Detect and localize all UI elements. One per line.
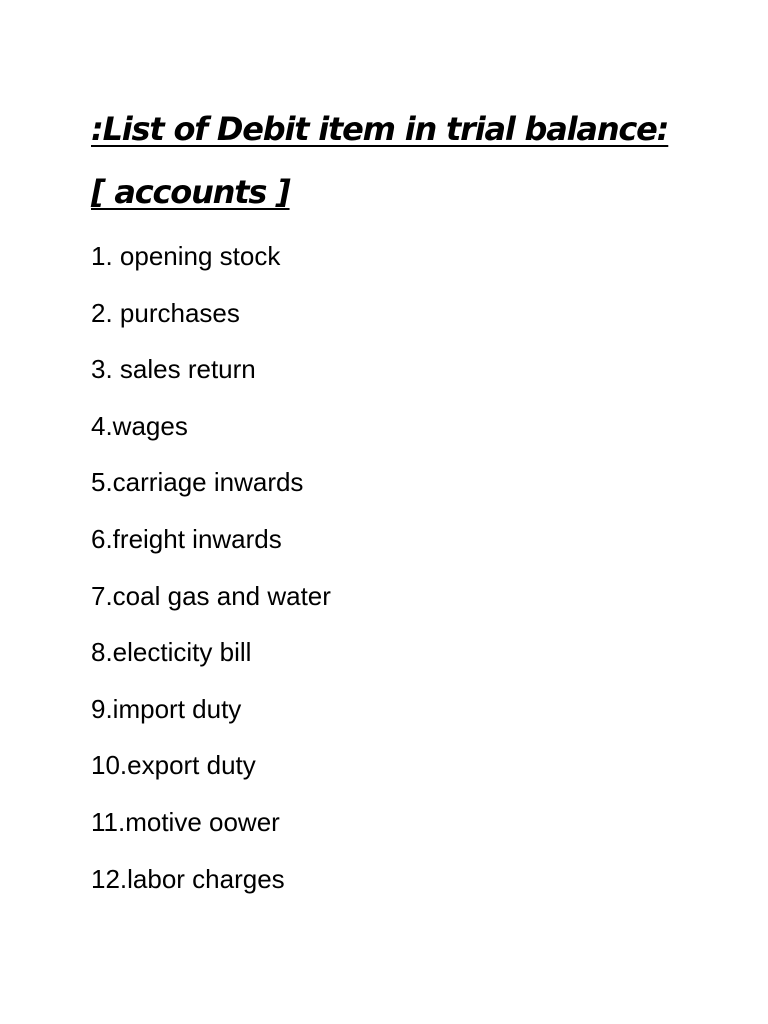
- list-item: 2. purchases: [91, 297, 240, 328]
- list-item: 8.electicity bill: [91, 637, 252, 668]
- list-item: 12.labor charges: [91, 863, 285, 894]
- list-item: 10.export duty: [91, 750, 256, 781]
- list-item: 6.freight inwards: [91, 523, 282, 554]
- list-item: 9.import duty: [91, 693, 242, 724]
- list-item: 11.motive oower: [91, 806, 280, 837]
- page-title: [91, 98, 761, 224]
- list-item: 7.coal gas and water: [91, 580, 331, 611]
- list-item: 4.wages: [91, 410, 188, 441]
- list-item: 1. opening stock: [91, 241, 281, 271]
- title-line-2: [ accounts ]: [91, 173, 290, 211]
- list-item: 5.carriage inwards: [91, 467, 304, 498]
- list-item: 3. sales return: [91, 354, 256, 385]
- title-line-1: :List of Debit item in trial balance:: [91, 110, 669, 148]
- debit-items-list: [91, 236, 331, 915]
